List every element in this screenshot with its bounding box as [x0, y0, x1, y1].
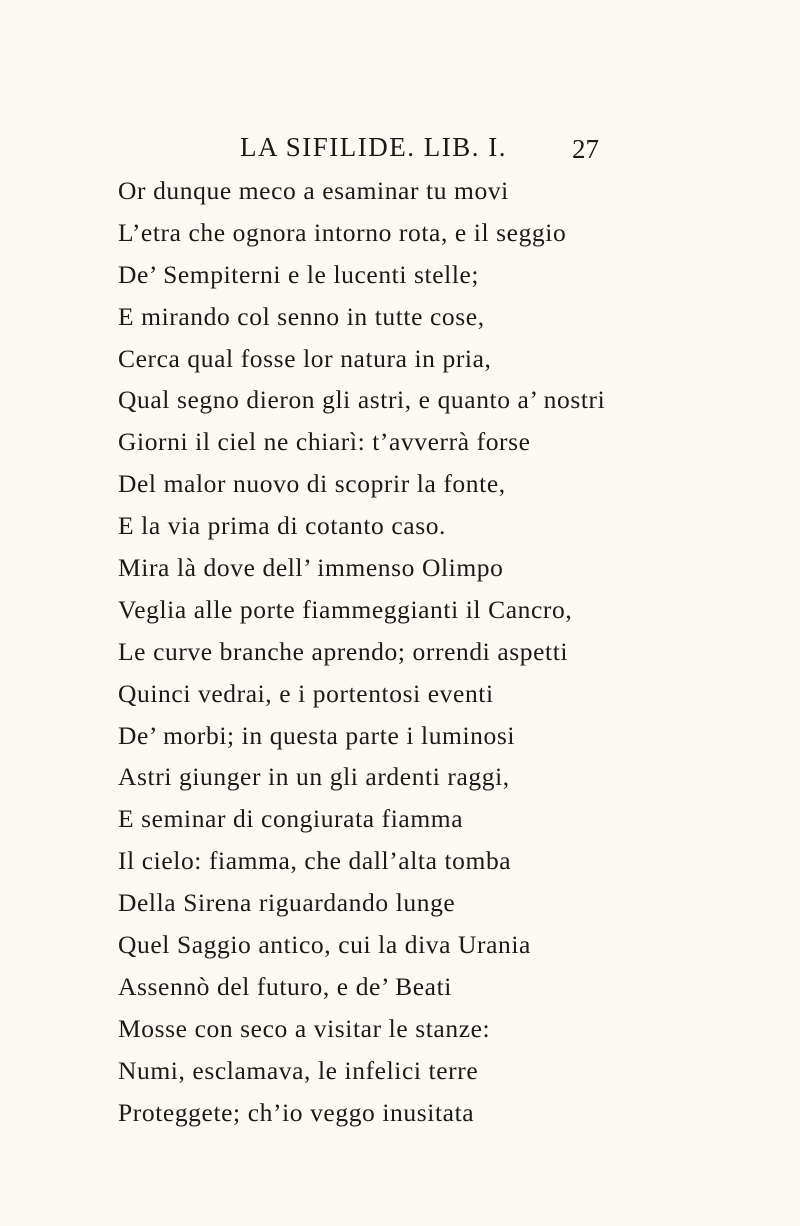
verse-line: E mirando col senno in tutte cose,: [118, 301, 485, 331]
verse-line: Il cielo: fiamma, che dall’alta tomba: [118, 846, 512, 876]
verse-line: Cerca qual fosse lor natura in pria,: [118, 343, 492, 373]
verse-line: Mira là dove dell’ immenso Olimpo: [118, 553, 504, 583]
verse-line: Della Sirena riguardando lunge: [118, 888, 456, 918]
verse-line: Del malor nuovo di scoprir la fonte,: [118, 469, 506, 499]
verse-block: [118, 170, 778, 1133]
verse-line: Assennò del futuro, e de’ Beati: [118, 971, 452, 1001]
verse-line: E la via prima di cotanto caso.: [118, 511, 447, 541]
verse-line: Le curve branche aprendo; orrendi aspetti: [118, 636, 569, 666]
verse-line: Quinci vedrai, e i portentosi eventi: [118, 678, 494, 708]
verse-line: Or dunque meco a esaminar tu movi: [118, 176, 509, 205]
verse-line: L’etra che ognora intorno rota, e il seggio: [118, 217, 567, 247]
verse-line: Quel Saggio antico, cui la diva Urania: [118, 930, 531, 960]
verse-line: Veglia alle porte fiammeggianti il Cancro,: [118, 594, 573, 624]
running-head: LA SIFILIDE. LIB. I.: [240, 132, 507, 162]
verse-line: Giorni il ciel ne chiarì: t’avverrà forse: [118, 427, 531, 457]
verse-line: Mosse con seco a visitar le stanze:: [118, 1013, 491, 1043]
verse-line: E seminar di congiurata fiamma: [118, 804, 464, 834]
verse-line: Numi, esclamava, le infelici terre: [118, 1055, 479, 1085]
verse-line: Astri giunger in un gli ardenti raggi,: [118, 762, 510, 792]
verse-line: Proteggete; ch’io veggo inusitata: [118, 1097, 475, 1127]
verse-line: Qual segno dieron gli astri, e quanto a’ nostri: [118, 385, 606, 415]
verse-line: De’ Sempiterni e le lucenti stelle;: [118, 259, 480, 289]
page-number: 27: [572, 134, 599, 164]
verse-line: De’ morbi; in questa parte i luminosi: [118, 720, 516, 750]
